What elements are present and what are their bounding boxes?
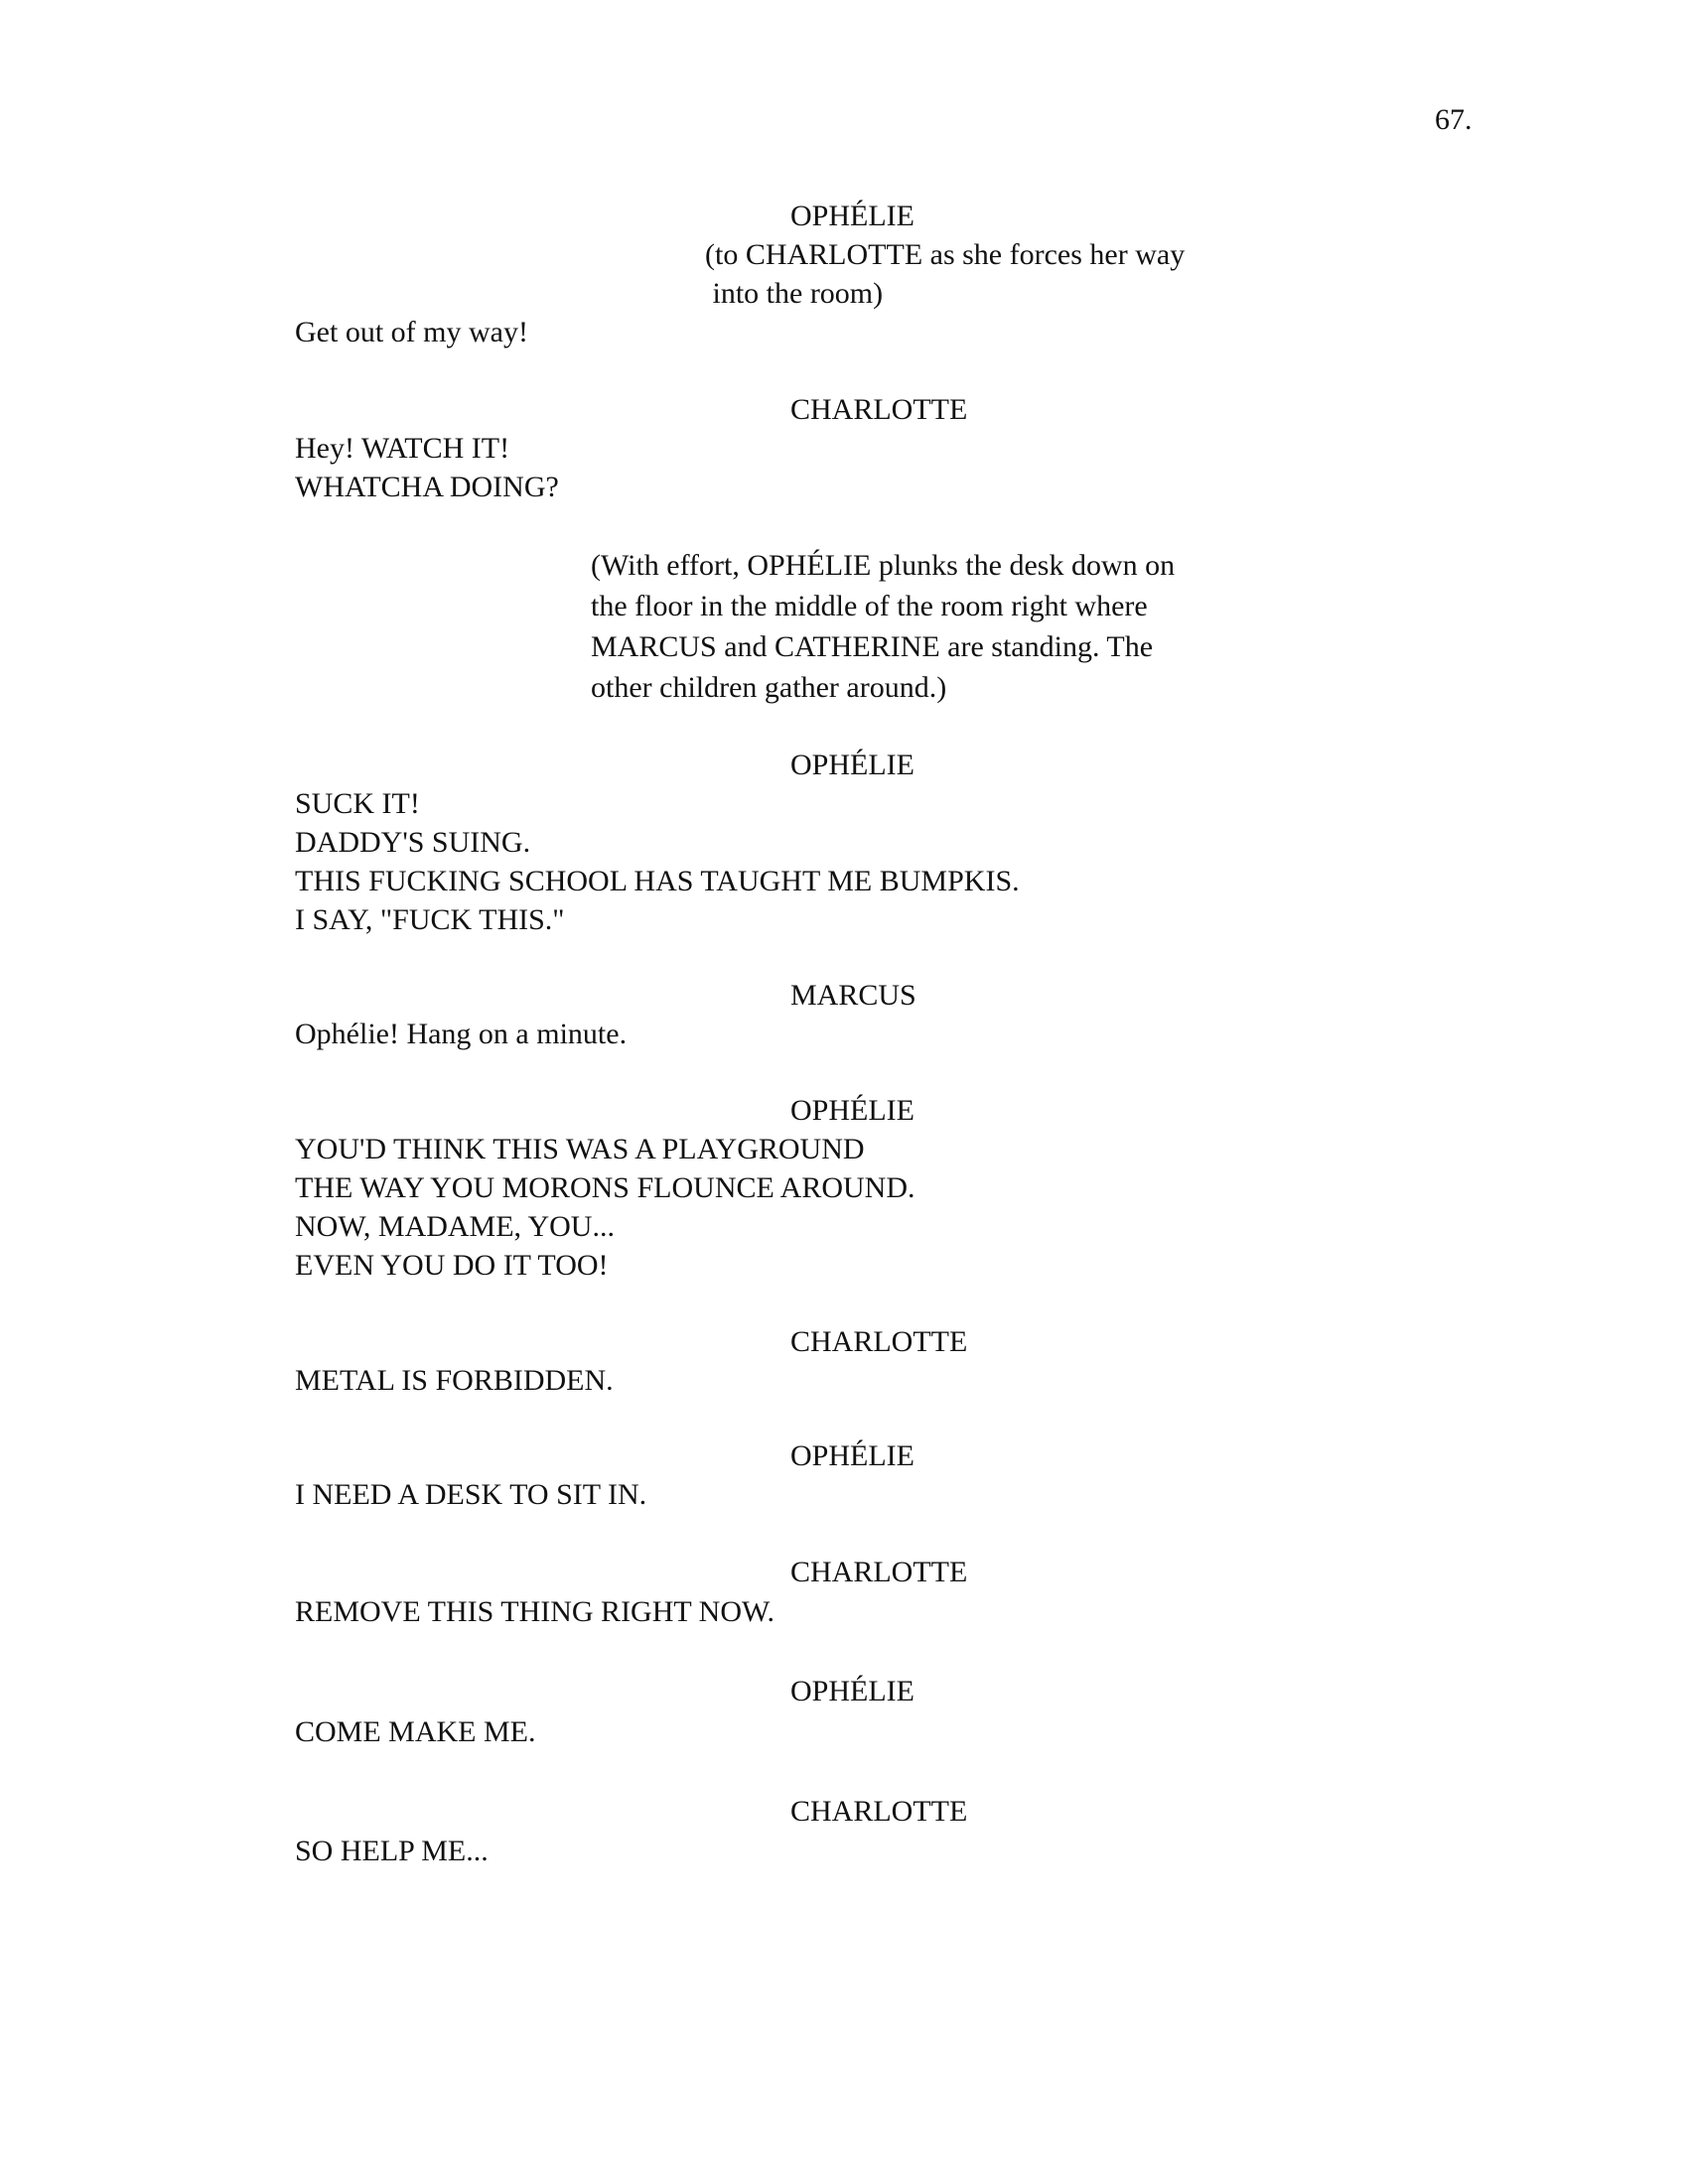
dialogue-line: THIS FUCKING SCHOOL HAS TAUGHT ME BUMPKIS. bbox=[295, 865, 1020, 897]
dialogue-line: COME MAKE ME. bbox=[295, 1715, 536, 1748]
stage-direction-line: the floor in the middle of the room right where bbox=[591, 590, 1148, 622]
character-name: CHARLOTTE bbox=[790, 1556, 968, 1588]
character-name: OPHÉLIE bbox=[790, 200, 914, 232]
dialogue-line: I NEED A DESK TO SIT IN. bbox=[295, 1478, 647, 1511]
character-name: OPHÉLIE bbox=[790, 1094, 914, 1127]
parenthetical-line: into the room) bbox=[705, 277, 884, 310]
dialogue-line: DADDY'S SUING. bbox=[295, 826, 531, 859]
dialogue-line: SUCK IT! bbox=[295, 787, 420, 820]
stage-direction-line: other children gather around.) bbox=[591, 671, 947, 704]
dialogue-line: THE WAY YOU MORONS FLOUNCE AROUND. bbox=[295, 1171, 915, 1204]
dialogue-line: SO HELP ME... bbox=[295, 1835, 489, 1867]
dialogue-line: REMOVE THIS THING RIGHT NOW. bbox=[295, 1595, 775, 1628]
dialogue-line: Hey! WATCH IT! bbox=[295, 432, 510, 465]
character-name: CHARLOTTE bbox=[790, 1325, 968, 1358]
dialogue-line: NOW, MADAME, YOU... bbox=[295, 1210, 615, 1243]
page-number: 67. bbox=[1435, 103, 1473, 136]
character-name: OPHÉLIE bbox=[790, 749, 914, 781]
stage-direction-line: (With effort, OPHÉLIE plunks the desk down on bbox=[591, 549, 1176, 582]
dialogue-line: WHATCHA DOING? bbox=[295, 471, 559, 503]
character-name: MARCUS bbox=[790, 979, 916, 1012]
dialogue-line: I SAY, "FUCK THIS." bbox=[295, 903, 565, 936]
character-name: OPHÉLIE bbox=[790, 1439, 914, 1472]
stage-direction-line: MARCUS and CATHERINE are standing. The bbox=[591, 630, 1154, 663]
parenthetical-line: (to CHARLOTTE as she forces her way bbox=[705, 238, 1186, 271]
character-name: OPHÉLIE bbox=[790, 1675, 914, 1707]
dialogue-line: YOU'D THINK THIS WAS A PLAYGROUND bbox=[295, 1133, 865, 1165]
dialogue-line: METAL IS FORBIDDEN. bbox=[295, 1364, 614, 1397]
dialogue-line: Ophélie! Hang on a minute. bbox=[295, 1018, 628, 1050]
dialogue-line: Get out of my way! bbox=[295, 316, 528, 348]
dialogue-line: EVEN YOU DO IT TOO! bbox=[295, 1249, 609, 1282]
character-name: CHARLOTTE bbox=[790, 393, 968, 426]
character-name: CHARLOTTE bbox=[790, 1795, 968, 1828]
